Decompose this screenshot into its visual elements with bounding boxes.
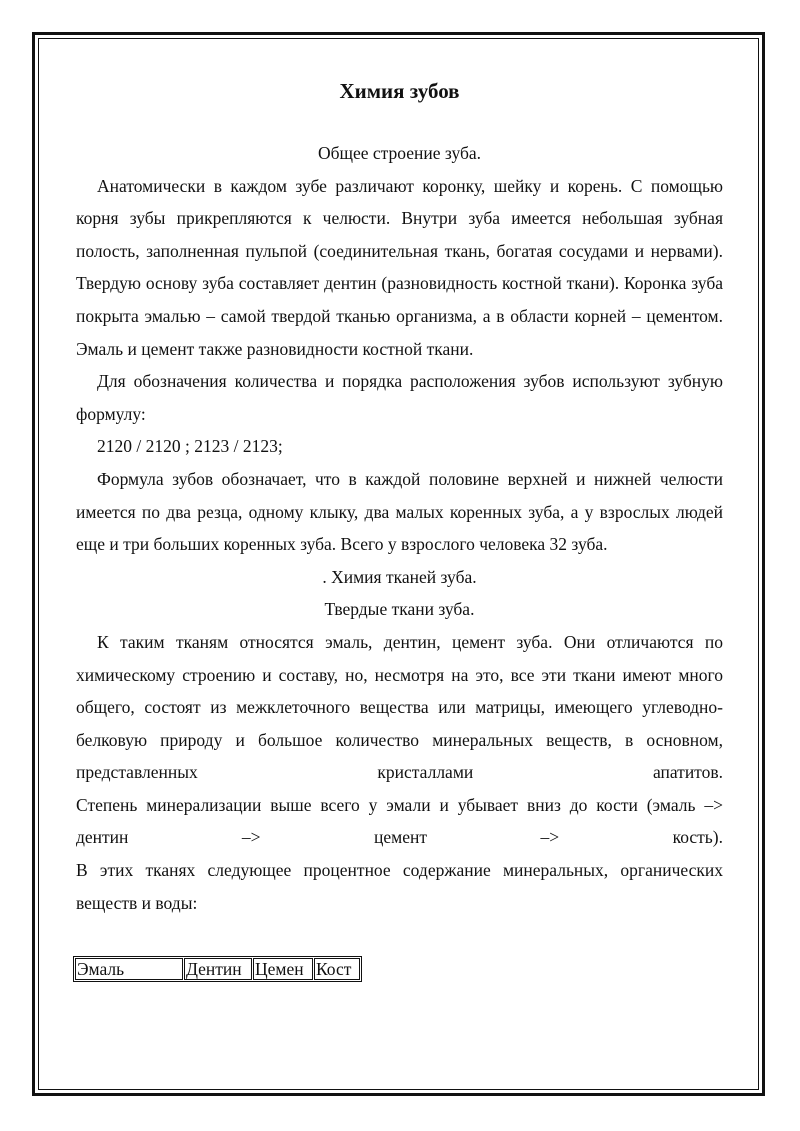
paragraph-formula-meaning: Формула зубов обозначает, что в каждой половине верхней и нижней челюсти имеется по два резца, одному клыку, два малых коренных зуба, а у взрослых людей еще и три больших коренных зуба. Всего у взрослого человека 32 зуба.	[76, 468, 723, 555]
paragraph-anatomy: Анатомически в каждом зубе различают коронку, шейку и корень. С помощью корня зубы прикрепляются к челюсти. Внутри зуба имеется небольшая зубная полость, заполненная пульпой (соединительная ткань, богатая сосудами и нервами). Твердую основу зуба составляет дентин (разновидность костной ткани). Коронка зуба покрыта эмалью – самой твердой тканью организма, а в области корней – цементом. Эмаль и цемент также разновидности костной ткани.	[76, 175, 723, 359]
table-header-cell: Эмаль	[75, 958, 183, 980]
paragraph-composition-intro: В этих тканях следующее процентное содержание минеральных, органических веществ и воды:	[76, 860, 723, 913]
table-header-row	[75, 958, 360, 980]
section-heading-chemistry: . Химия тканей зуба.	[322, 566, 477, 587]
dental-formula: 2120 / 2120 ; 2123 / 2123;	[97, 436, 283, 457]
section-heading-structure: Общее строение зуба.	[317, 143, 482, 163]
paragraph-formula-intro: Для обозначения количества и порядка расположения зубов используют зубную формулу:	[76, 371, 723, 424]
paragraph-hard-tissues: К таким тканям относятся эмаль, дентин, цемент зуба. Они отличаются по химическому строению и составу, но, несмотря на это, все эти ткани имеют много общего, состоят из межклеточного вещества или матрицы, имеющего углеводно-белковую природу и большое количество минеральных веществ, в основном, представленных кристаллами апатитов.	[76, 631, 723, 783]
section-heading-hard-tissues: Твердые ткани зуба.	[324, 599, 475, 620]
paragraph-mineralization: Степень минерализации выше всего у эмали и убывает вниз до кости (эмаль –> дентин –> цемент –> кость).	[76, 794, 723, 848]
composition-table	[73, 956, 362, 982]
table-header-cell: Кост	[314, 958, 360, 980]
spacer	[76, 919, 723, 956]
document-title: Химия зубов	[339, 79, 460, 103]
table-header-cell: Цемен	[253, 958, 313, 980]
table-header-cell: Дентин	[184, 958, 252, 980]
document-body	[76, 76, 723, 982]
